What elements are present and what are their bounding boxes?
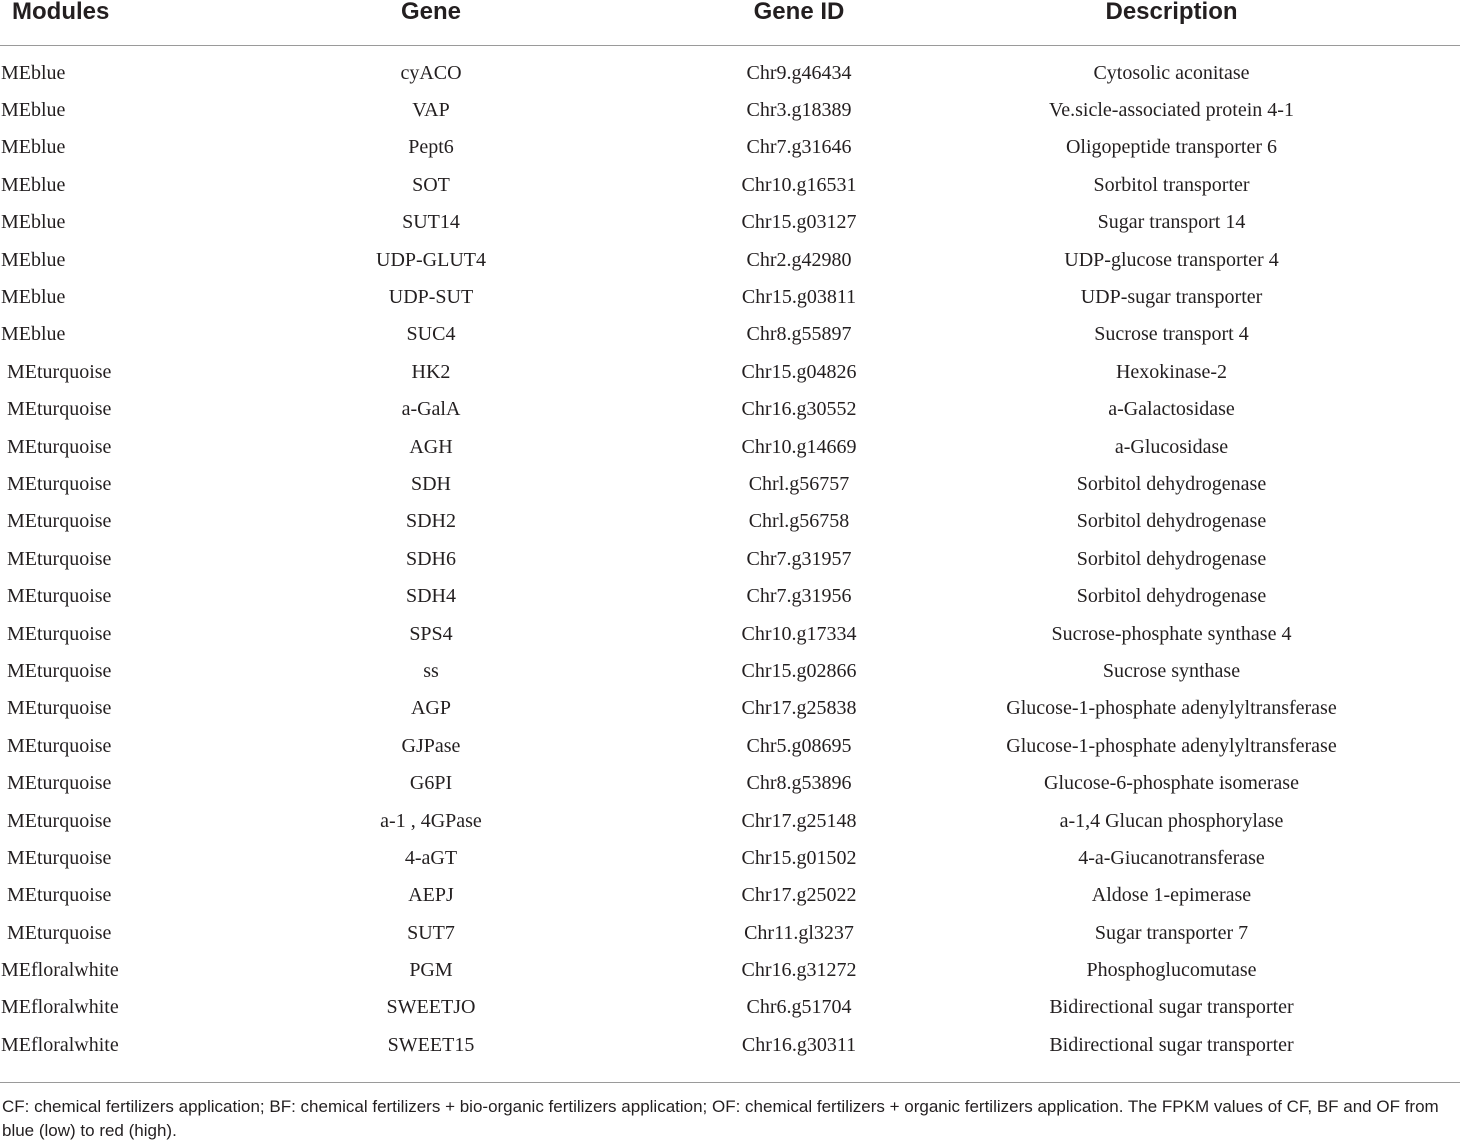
header-gene-id: Gene ID [715, 0, 883, 46]
module-cell: MEturquoise [7, 734, 112, 757]
table-row [0, 690, 1460, 727]
gene-cell: GJPase [401, 734, 461, 757]
gene-id-cell: Chr5.g08695 [746, 734, 852, 757]
description-cell: Sorbitol dehydrogenase [1076, 510, 1267, 533]
gene-id-cell: Chr16.g30311 [741, 1033, 857, 1056]
module-cell: MEturquoise [7, 659, 112, 682]
table-row [0, 353, 1460, 390]
description-cell: Glucose-1-phosphate adenylyltransferase [1006, 734, 1337, 757]
gene-cell: SWEETJO [386, 996, 476, 1019]
gene-cell: AGH [409, 435, 453, 458]
description-cell: Cytosolic aconitase [1093, 61, 1250, 84]
module-cell: MEturquoise [7, 772, 112, 795]
gene-cell: SDH4 [405, 585, 456, 608]
description-cell: Ve.sicle-associated protein 4-1 [1049, 99, 1294, 122]
description-cell: Glucose-6-phosphate isomerase [1044, 772, 1299, 795]
table-row [0, 465, 1460, 502]
gene-id-cell: Chr15.g02866 [741, 659, 857, 682]
gene-id-cell: Chr2.g42980 [746, 248, 852, 271]
gene-id-cell: Chr16.g31272 [741, 959, 857, 982]
module-cell: MEturquoise [7, 435, 112, 458]
module-cell: MEblue [1, 211, 66, 234]
table-row [0, 540, 1460, 577]
module-cell: MEblue [1, 173, 66, 196]
gene-cell: PGM [409, 959, 453, 982]
gene-id-cell: Chr15.g03127 [741, 211, 857, 234]
module-cell: MEblue [1, 136, 66, 159]
gene-id-cell: Chr8.g53896 [746, 772, 852, 795]
gene-cell: SUT7 [407, 921, 455, 944]
description-cell: Sorbitol dehydrogenase [1076, 585, 1267, 608]
table-row [0, 428, 1460, 465]
gene-cell: Pept6 [408, 136, 454, 159]
description-cell: Hexokinase-2 [1115, 360, 1228, 383]
header-description: Description [883, 0, 1460, 46]
gene-cell: G6PI [409, 772, 453, 795]
table-row [0, 802, 1460, 839]
table-row [0, 951, 1460, 988]
description-cell: Sorbitol transporter [1093, 173, 1250, 196]
table-row [0, 204, 1460, 241]
gene-cell: SPS4 [409, 622, 453, 645]
module-cell: MEturquoise [7, 884, 112, 907]
gene-cell: AGP [410, 697, 451, 720]
table-row [0, 391, 1460, 428]
gene-id-cell: Chr9.g46434 [746, 61, 852, 84]
gene-cell: UDP-SUT [388, 286, 474, 309]
module-cell: MEturquoise [7, 622, 112, 645]
module-cell: MEturquoise [7, 510, 112, 533]
description-cell: Phosphoglucomutase [1086, 959, 1257, 982]
gene-cell: ss [423, 659, 439, 682]
table-body [0, 46, 1460, 1064]
header-row [0, 0, 1460, 46]
module-cell: MEblue [1, 99, 66, 122]
module-cell: MEfloralwhite [1, 1033, 119, 1056]
table-header [0, 0, 1460, 46]
gene-id-cell: Chr10.g14669 [741, 435, 857, 458]
gene-cell: a-1 , 4GPase [380, 809, 482, 832]
module-cell: MEblue [1, 61, 66, 84]
gene-cell: cyACO [400, 61, 462, 84]
description-cell: Sugar transporter 7 [1094, 921, 1249, 944]
description-cell: 4-a-Giucanotransferase [1078, 846, 1265, 869]
module-cell: MEturquoise [7, 697, 112, 720]
gene-id-cell: Chr15.g04826 [741, 360, 857, 383]
gene-id-cell: Chr3.g18389 [746, 99, 852, 122]
gene-cell: SDH [410, 472, 451, 495]
header-gene: Gene [147, 0, 715, 46]
description-cell: a-Glucosidase [1114, 435, 1229, 458]
description-cell: Sorbitol dehydrogenase [1076, 547, 1267, 570]
table-row [0, 839, 1460, 876]
module-cell: MEblue [1, 286, 66, 309]
gene-id-cell: Chr16.g30552 [741, 398, 857, 421]
gene-id-cell: Chr10.g17334 [741, 622, 857, 645]
table-row [0, 652, 1460, 689]
gene-cell: AEPJ [408, 884, 454, 907]
gene-cell: SUT14 [402, 211, 460, 234]
gene-cell: HK2 [411, 360, 451, 383]
gene-id-cell: Chrl.g56758 [748, 510, 850, 533]
gene-id-cell: Chr10.g16531 [741, 173, 857, 196]
module-cell: MEturquoise [7, 846, 112, 869]
description-cell: Sucrose transport 4 [1094, 323, 1249, 346]
table-footnote: CF: chemical fertilizers application; BF: chemical fertilizers + bio-organic fertilizers application; OF: chemical fertilizers + organic fertilizers application. The FPKM values of CF, BF and OF from blue (low) to red (high). [2, 1097, 1439, 1140]
table-row [0, 278, 1460, 315]
description-cell: Sorbitol dehydrogenase [1076, 472, 1267, 495]
gene-cell: 4-aGT [404, 846, 458, 869]
gene-id-cell: Chr7.g31957 [746, 547, 852, 570]
table-row [0, 877, 1460, 914]
gene-id-cell: Chr15.g03811 [741, 286, 857, 309]
module-cell: MEturquoise [7, 585, 112, 608]
gene-id-cell: Chr15.g01502 [741, 846, 857, 869]
module-cell: MEturquoise [7, 472, 112, 495]
module-cell: MEturquoise [7, 398, 112, 421]
table-row [0, 989, 1460, 1026]
module-cell: MEturquoise [7, 809, 112, 832]
module-cell: MEfloralwhite [1, 996, 119, 1019]
description-cell: Bidirectional sugar transporter [1049, 996, 1294, 1019]
description-cell: Bidirectional sugar transporter [1049, 1033, 1294, 1056]
description-cell: Aldose 1-epimerase [1091, 884, 1252, 907]
table-row [0, 129, 1460, 166]
gene-cell: a-GalA [401, 398, 461, 421]
description-cell: a-Galactosidase [1108, 398, 1235, 421]
header-modules: Modules [0, 0, 147, 46]
description-cell: UDP-glucose transporter 4 [1064, 248, 1279, 271]
table-row [0, 577, 1460, 614]
table-row [0, 316, 1460, 353]
gene-id-cell: Chr11.gl3237 [744, 921, 854, 944]
table-row [0, 764, 1460, 801]
description-cell: Sucrose synthase [1102, 659, 1241, 682]
gene-cell: VAP [412, 99, 450, 122]
module-cell: MEturquoise [7, 921, 112, 944]
description-cell: Oligopeptide transporter 6 [1065, 136, 1278, 159]
module-cell: MEblue [1, 248, 66, 271]
description-cell: UDP-sugar transporter [1080, 286, 1263, 309]
table-row [0, 615, 1460, 652]
gene-id-cell: Chr17.g25022 [741, 884, 857, 907]
gene-cell: SDH2 [405, 510, 456, 533]
description-cell: Sucrose-phosphate synthase 4 [1051, 622, 1292, 645]
gene-id-cell: Chr17.g25838 [741, 697, 857, 720]
table-row [0, 503, 1460, 540]
gene-id-cell: Chr7.g31646 [746, 136, 852, 159]
table-row [0, 914, 1460, 951]
gene-cell: SUC4 [406, 323, 456, 346]
gene-cell: UDP-GLUT4 [376, 248, 486, 271]
gene-id-cell: Chrl.g56757 [748, 472, 850, 495]
gene-cell: SDH6 [405, 547, 456, 570]
gene-cell: SWEET15 [387, 1033, 475, 1056]
gene-id-cell: Chr7.g31956 [746, 585, 852, 608]
gene-id-cell: Chr17.g25148 [741, 809, 857, 832]
description-cell: a-1,4 Glucan phosphorylase [1059, 809, 1284, 832]
module-cell: MEturquoise [7, 547, 112, 570]
description-cell: Glucose-1-phosphate adenylyltransferase [1006, 697, 1337, 720]
gene-id-cell: Chr8.g55897 [746, 323, 852, 346]
table-row [0, 46, 1460, 92]
module-cell: MEturquoise [7, 360, 112, 383]
module-cell: MEfloralwhite [1, 959, 119, 982]
table-row [0, 1026, 1460, 1063]
gene-cell: SOT [412, 173, 450, 196]
table-row [0, 241, 1460, 278]
gene-id-cell: Chr6.g51704 [746, 996, 852, 1019]
table-row [0, 91, 1460, 128]
description-cell: Sugar transport 14 [1097, 211, 1246, 234]
footer-divider [0, 1082, 1460, 1083]
table-row [0, 166, 1460, 203]
module-cell: MEblue [1, 323, 66, 346]
table-row [0, 727, 1460, 764]
